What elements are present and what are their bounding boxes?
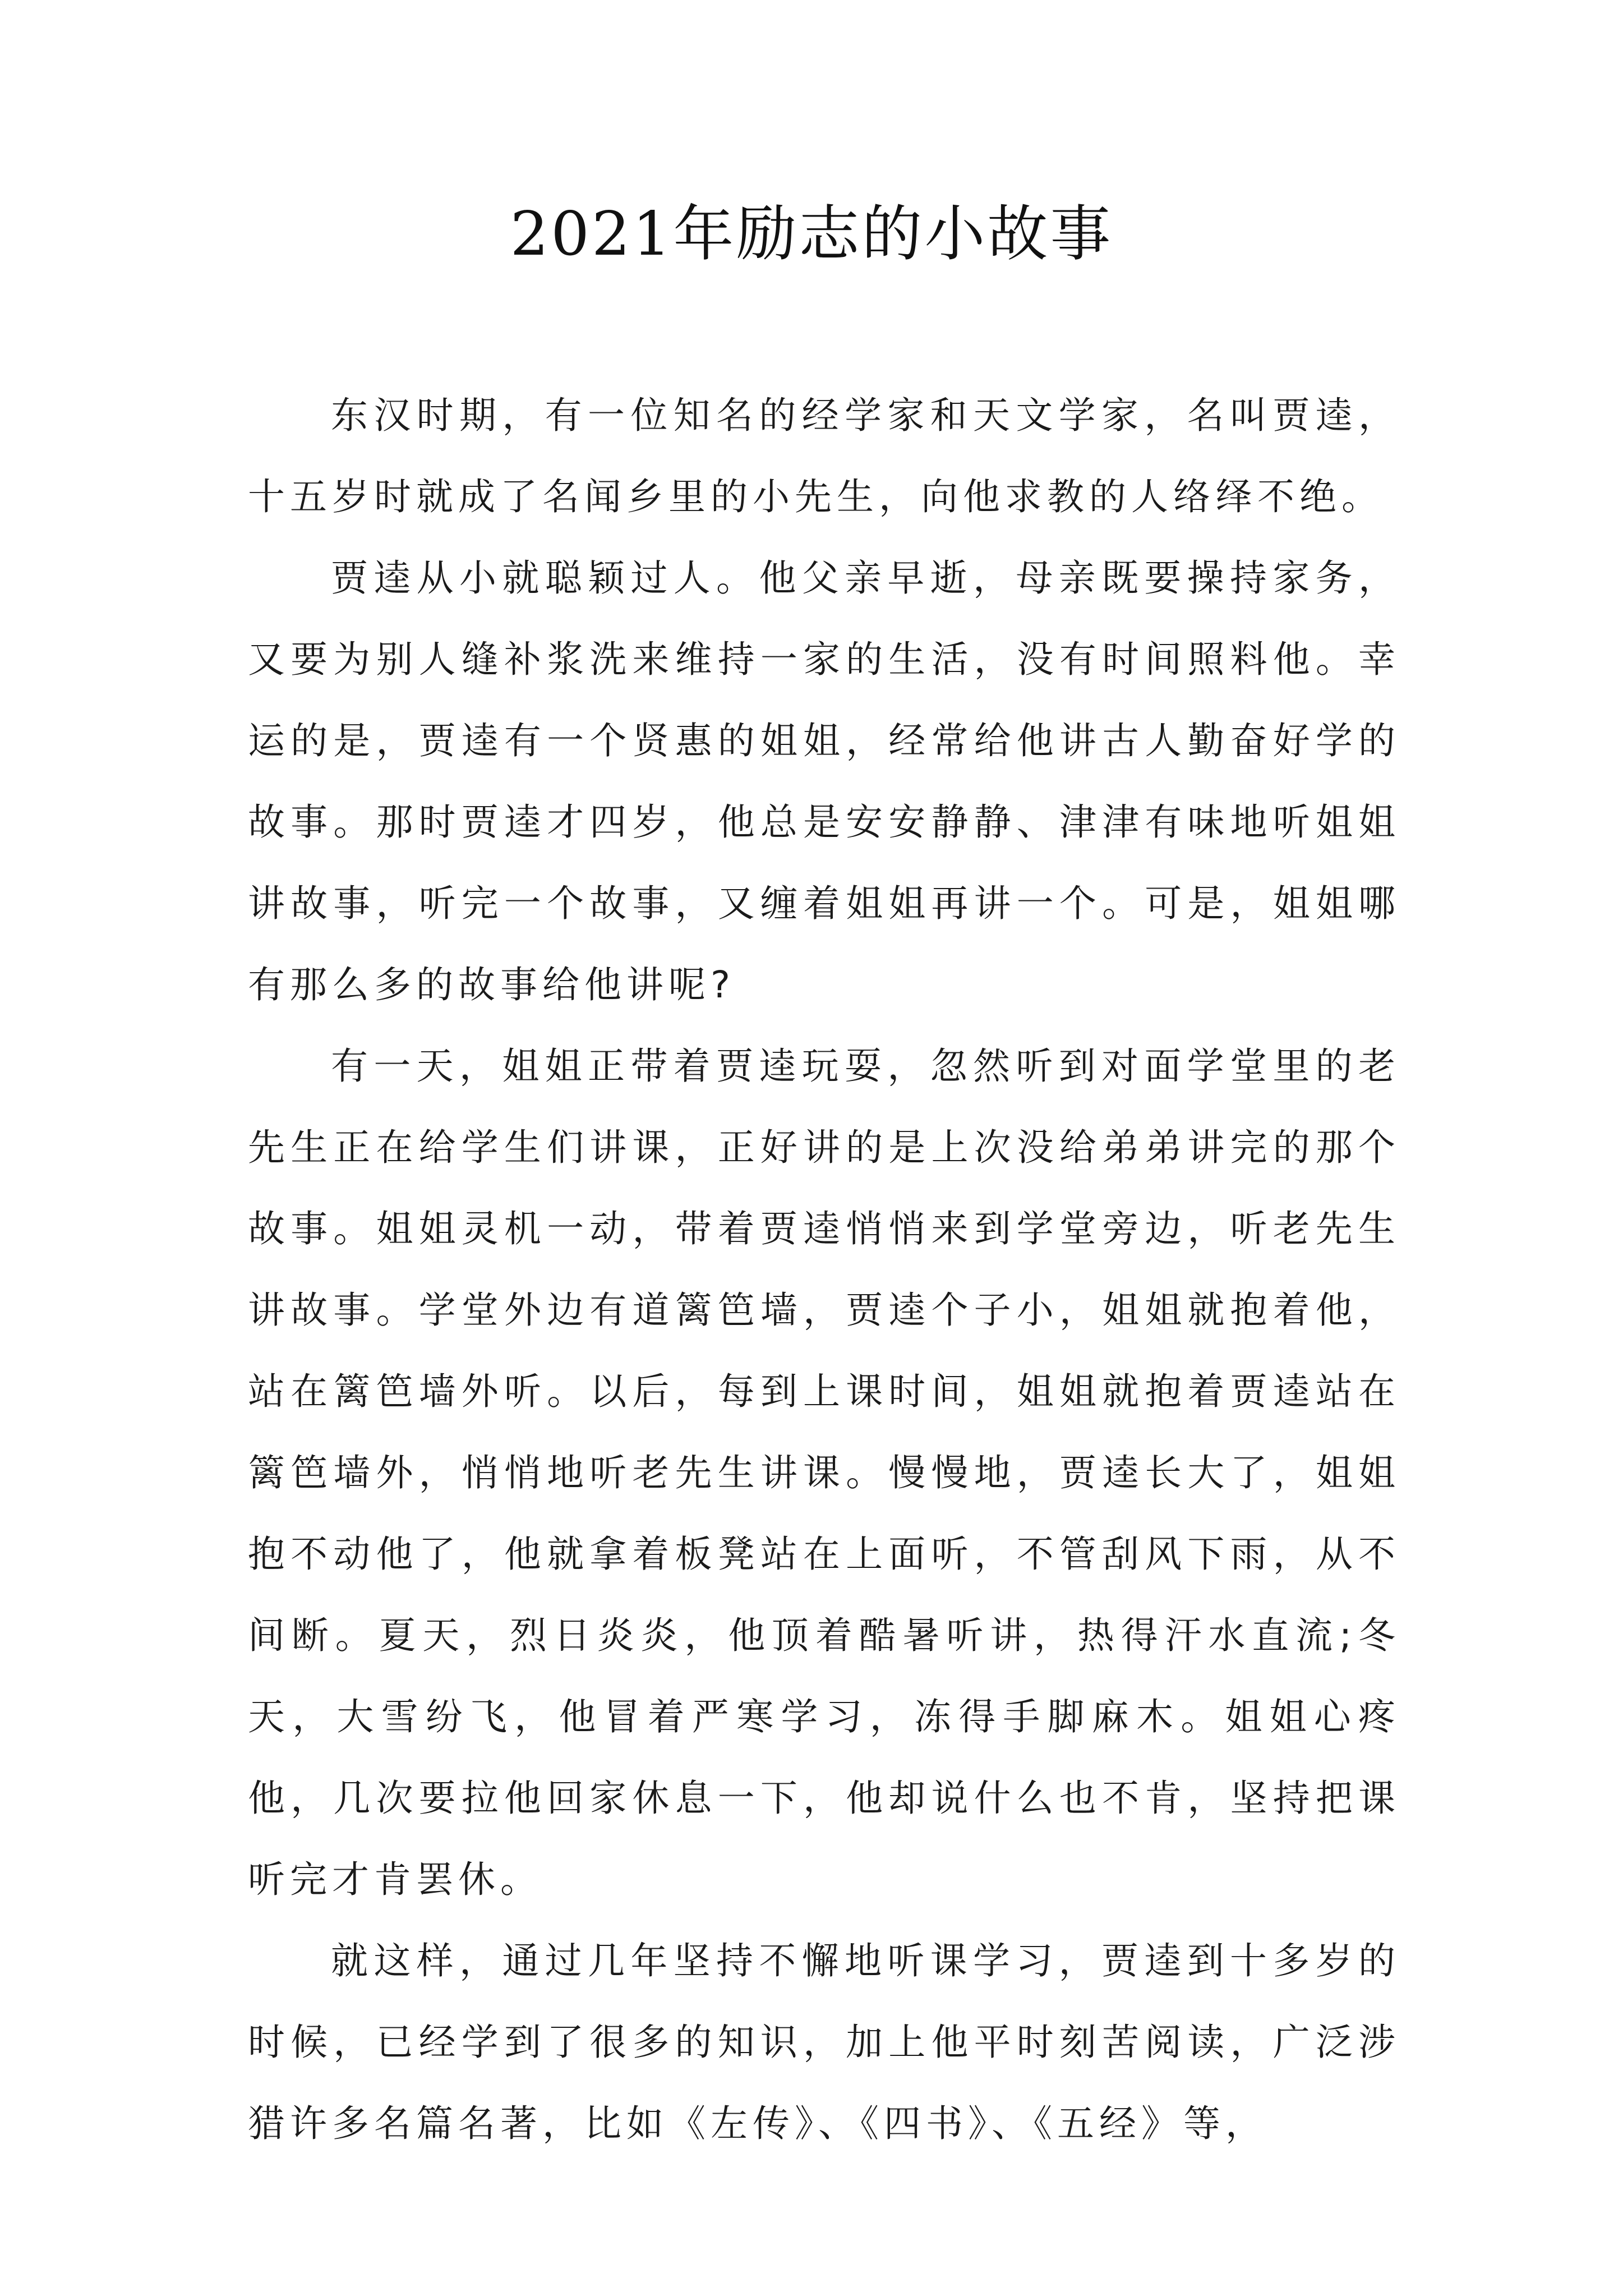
paragraph: 就这样，通过几年坚持不懈地听课学习，贾逵到十多岁的时候，已经学到了很多的知识，加上他平时刻苦阅读，广泛涉猎许多名篇名著，比如《左传》、《四书》、《五经》等，: [248, 1939, 1400, 2145]
paragraph: 贾逵从小就聪颖过人。他父亲早逝，母亲既要操持家务，又要为别人缝补浆洗来维持一家的生活，没有时间照料他。幸运的是，贾逵有一个贤惠的姐姐，经常给他讲古人勤奋好学的故事。那时贾逵才四岁，他总是安安静静、津津有味地听姐姐讲故事，听完一个故事，又缠着姐姐再讲一个。可是，姐姐哪有那么多的故事给他讲呢?: [248, 556, 1400, 1006]
paragraph: 有一天，姐姐正带着贾逵玩耍，忽然听到对面学堂里的老先生正在给学生们讲课，正好讲的是上次没给弟弟讲完的那个故事。姐姐灵机一动，带着贾逵悄悄来到学堂旁边，听老先生讲故事。学堂外边有道篱笆墙，贾逵个子小，姐姐就抱着他，站在篱笆墙外听。以后，每到上课时间，姐姐就抱着贾逵站在篱笆墙外，悄悄地听老先生讲课。慢慢地，贾逵长大了，姐姐抱不动他了，他就拿着板凳站在上面听，不管刮风下雨，从不间断。夏天，烈日炎炎，他顶着酷暑听讲，热得汗水直流;冬天，大雪纷飞，他冒着严寒学习，冻得手脚麻木。姐姐心疼他，几次要拉他回家休息一下，他却说什么也不肯，坚持把课听完才肯罢休。: [248, 1045, 1400, 1901]
document-title: 2021年励志的小故事: [510, 199, 1113, 269]
document-body: [248, 375, 1400, 2164]
paragraph: 东汉时期，有一位知名的经学家和天文学家，名叫贾逵，十五岁时就成了名闻乡里的小先生，向他求教的人络绎不绝。: [248, 394, 1400, 518]
